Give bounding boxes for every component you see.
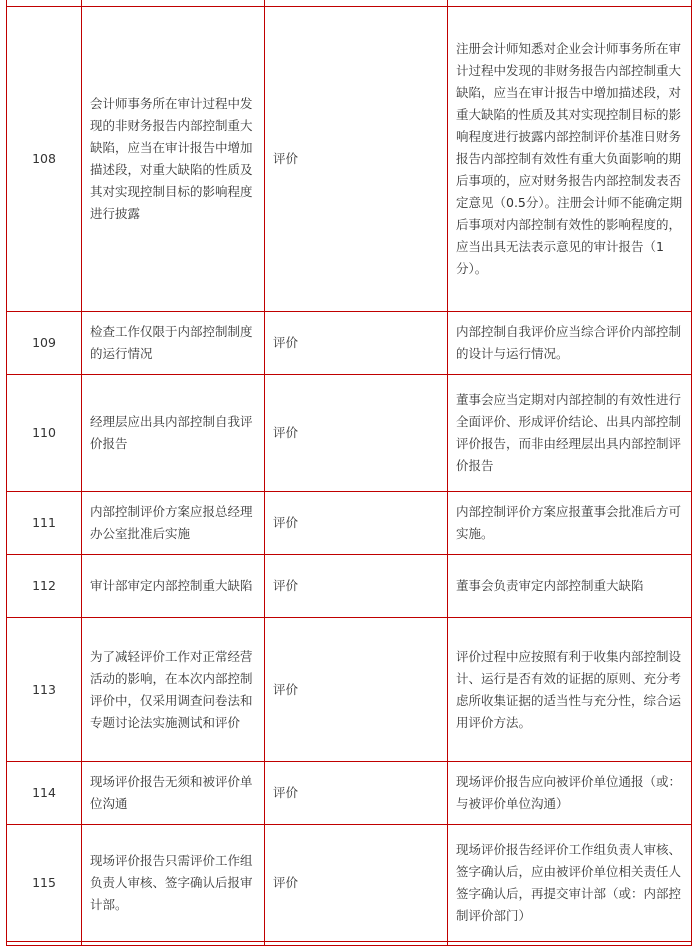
row-explanation: 内部控制评价方案应报董事会批准后方可实施。 (448, 492, 692, 555)
row-number: 113 (7, 618, 82, 762)
row-number: 115 (7, 825, 82, 942)
row-statement: 内部控制评价方案应报总经理办公室批准后实施 (82, 492, 265, 555)
row-number: 109 (7, 312, 82, 375)
content-table (6, 0, 692, 946)
row-category: 评价 (265, 492, 448, 555)
row-category: 评价 (265, 762, 448, 825)
table-row (7, 825, 692, 942)
row-explanation: 现场评价报告应向被评价单位通报（或：与被评价单位沟通） (448, 762, 692, 825)
table-row (7, 492, 692, 555)
row-explanation: 现场评价报告经评价工作组负责人审核、签字确认后，应由被评价单位相关责任人签字确认后，再提交审计部（或：内部控制评价部门） (448, 825, 692, 942)
row-number: 111 (7, 492, 82, 555)
row-explanation: 注册会计师知悉对企业会计师事务所在审计过程中发现的非财务报告内部控制重大缺陷，应当在审计报告中增加描述段，对重大缺陷的性质及其对实现控制目标的影响程度进行披露内部控制评价基准日财务报告内部控制有效性有重大负面影响的期后事项的，应对财务报告内部控制发表否定意见（0.5分）。注册会计师不能确定期后事项对内部控制有效性的影响程度的，应当出具无法表示意见的审计报告（1分）。 (448, 7, 692, 312)
row-statement: 检查工作仅限于内部控制制度的运行情况 (82, 312, 265, 375)
row-statement: 经理层应出具内部控制自我评价报告 (82, 375, 265, 492)
row-category: 评价 (265, 825, 448, 942)
row-statement: 为了减轻评价工作对正常经营活动的影响，在本次内部控制评价中，仅采用调查问卷法和专题讨论法实施测试和评价 (82, 618, 265, 762)
row-category: 评价 (265, 375, 448, 492)
table-row (7, 762, 692, 825)
table-row (7, 618, 692, 762)
row-explanation: 董事会负责审定内部控制重大缺陷 (448, 555, 692, 618)
table-row (7, 312, 692, 375)
row-statement: 会计师事务所在审计过程中发现的非财务报告内部控制重大缺陷，应当在审计报告中增加描述段，对重大缺陷的性质及其对实现控制目标的影响程度进行披露 (82, 7, 265, 312)
row-explanation: 董事会应当定期对内部控制的有效性进行全面评价、形成评价结论、出具内部控制评价报告，而非由经理层出具内部控制评价报告 (448, 375, 692, 492)
row-statement: 现场评价报告无须和被评价单位沟通 (82, 762, 265, 825)
table-row (7, 555, 692, 618)
table-row (7, 7, 692, 312)
row-statement: 现场评价报告只需评价工作组负责人审核、签字确认后报审计部。 (82, 825, 265, 942)
row-category: 评价 (265, 7, 448, 312)
table-row (7, 375, 692, 492)
row-category: 评价 (265, 618, 448, 762)
row-category: 评价 (265, 312, 448, 375)
row-category: 评价 (265, 555, 448, 618)
row-explanation: 内部控制自我评价应当综合评价内部控制的设计与运行情况。 (448, 312, 692, 375)
row-statement: 审计部审定内部控制重大缺陷 (82, 555, 265, 618)
row-number: 110 (7, 375, 82, 492)
row-number: 108 (7, 7, 82, 312)
row-explanation: 评价过程中应按照有利于收集内部控制设计、运行是否有效的证据的原则、充分考虑所收集证据的适当性与充分性，综合运用评价方法。 (448, 618, 692, 762)
row-number: 112 (7, 555, 82, 618)
row-number: 114 (7, 762, 82, 825)
